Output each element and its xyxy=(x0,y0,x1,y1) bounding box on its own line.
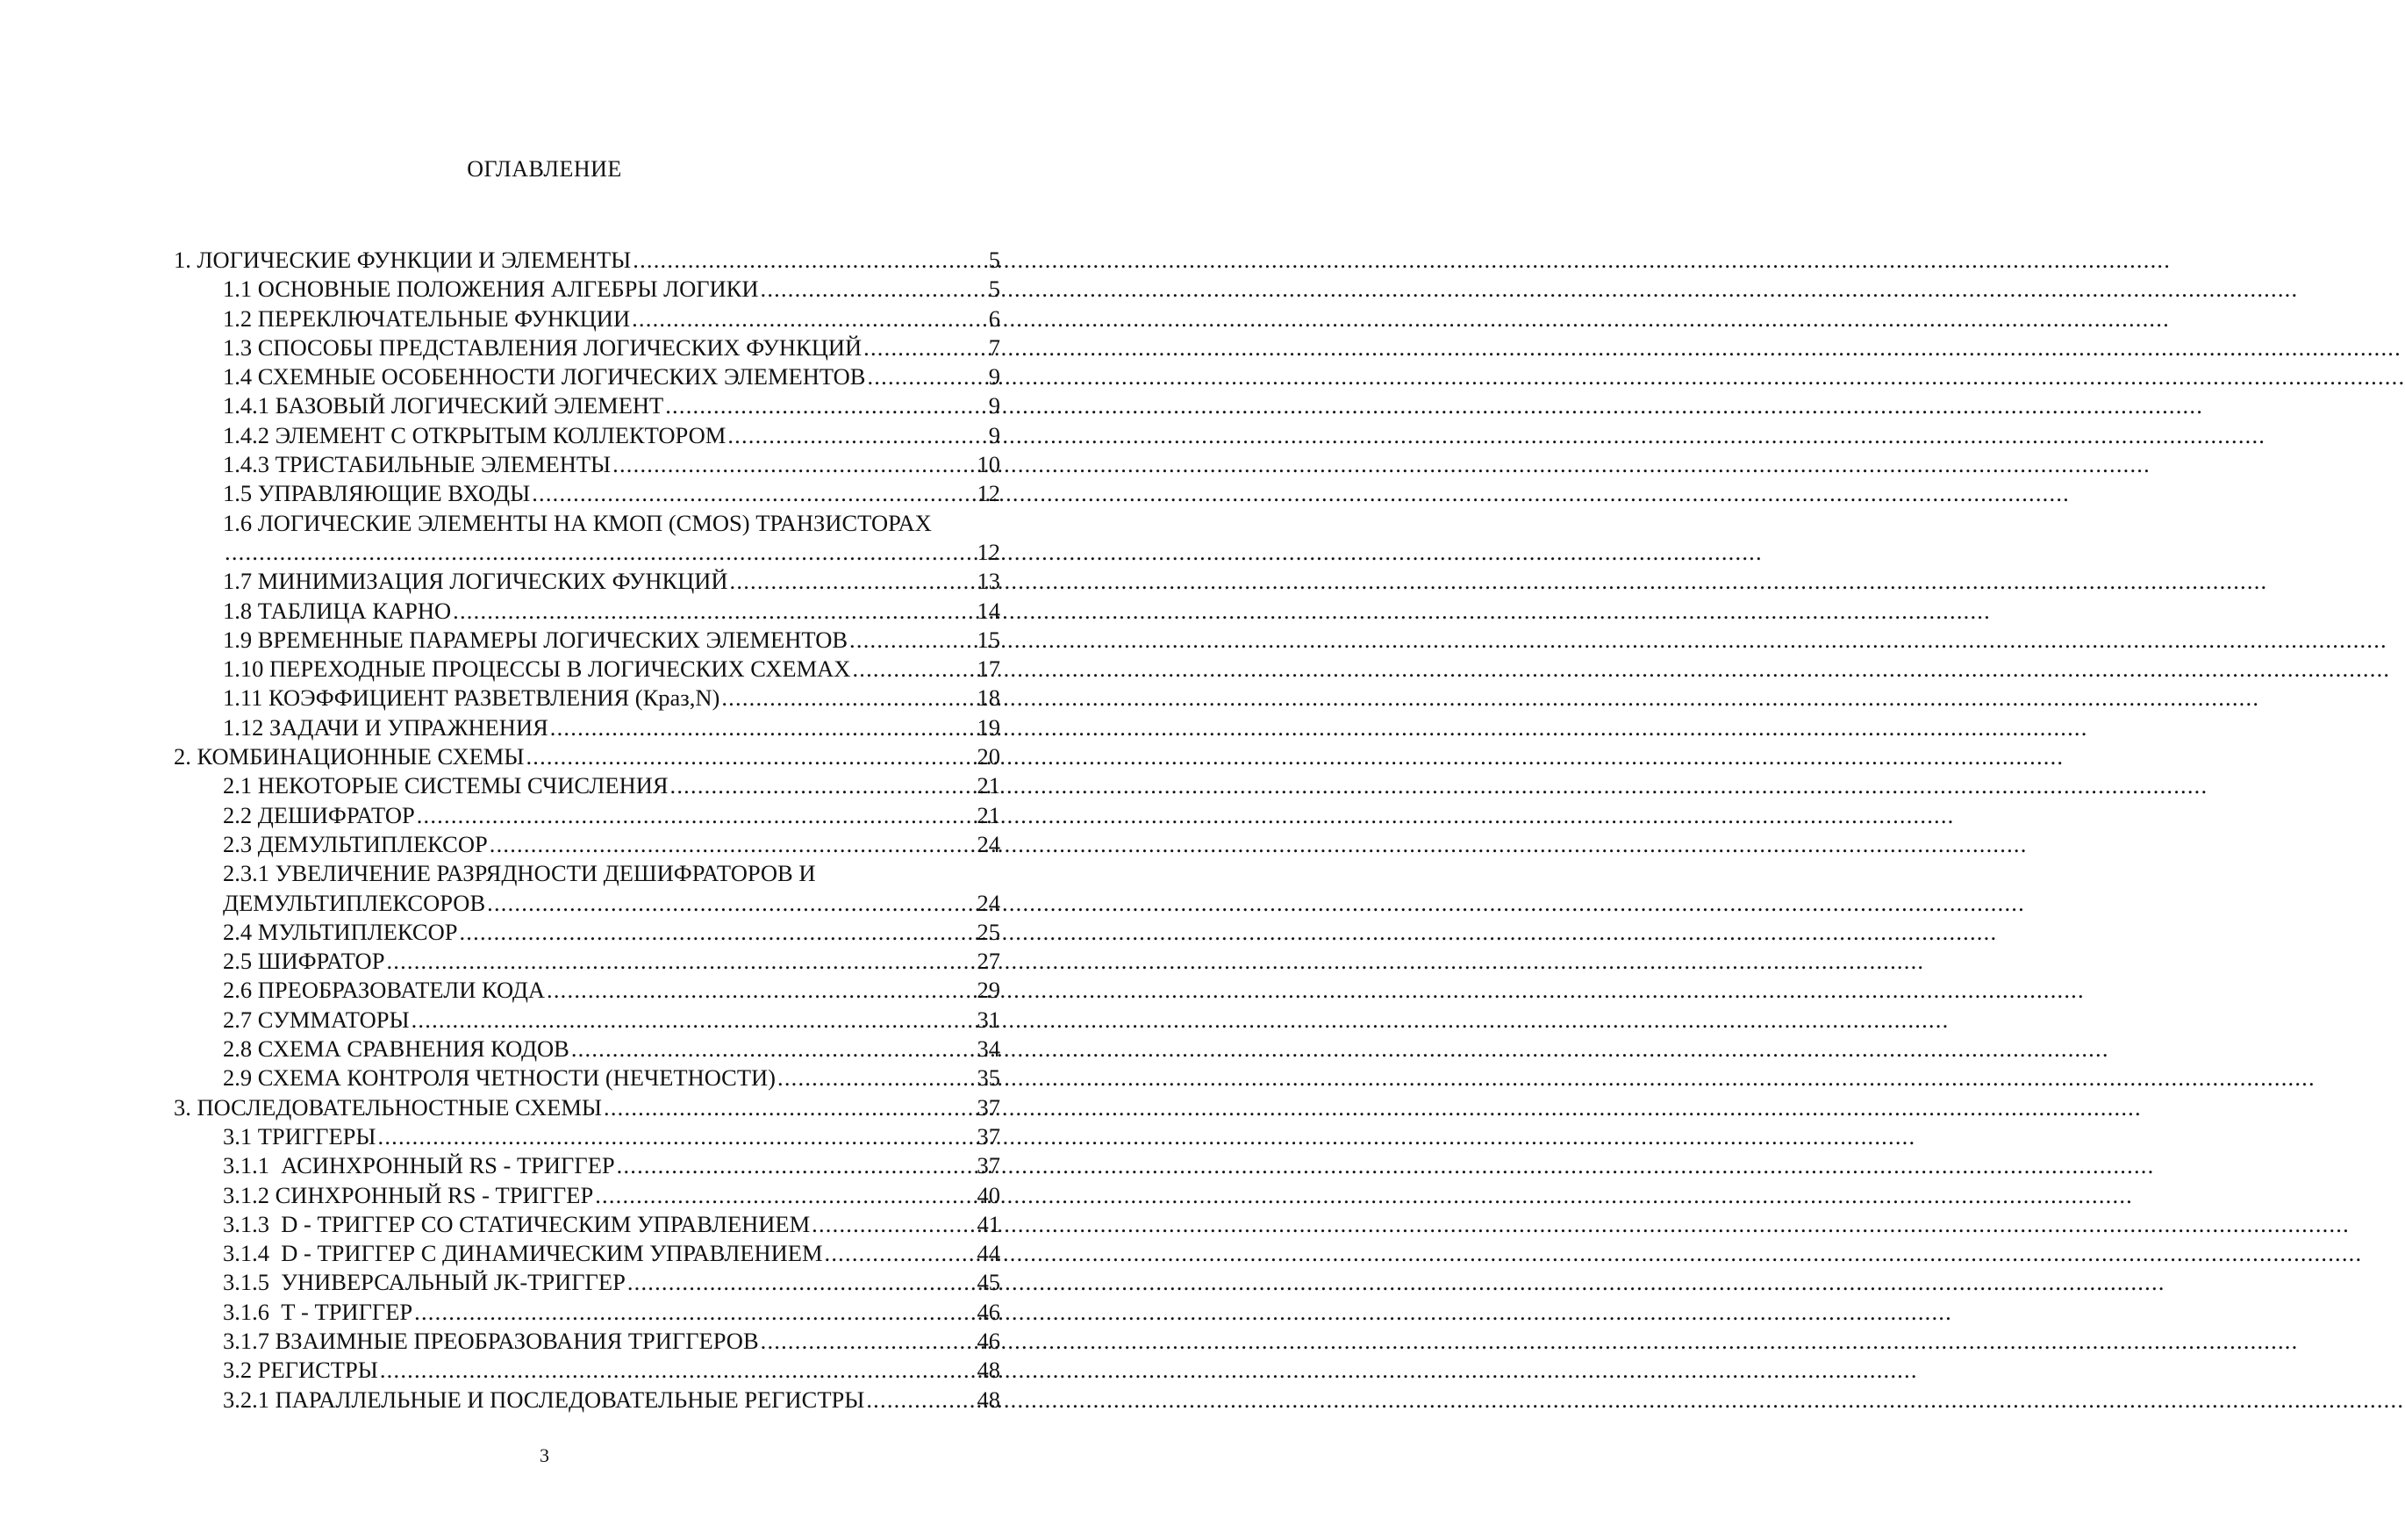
toc-leader-dots xyxy=(380,1356,976,1385)
toc-entry[interactable] xyxy=(174,1122,1000,1151)
toc-entry-title: 1.4.2 ЭЛЕМЕНТ С ОТКРЫТЫМ КОЛЛЕКТОРОМ xyxy=(223,421,727,448)
toc-entry[interactable] xyxy=(174,1298,1000,1327)
toc-entry-page: 44 xyxy=(977,1240,1000,1267)
toc-entry-title: 1.5 УПРАВЛЯЮЩИЕ ВХОДЫ xyxy=(223,480,531,507)
toc-entry[interactable] xyxy=(174,713,1000,742)
toc-entry-page: 48 xyxy=(977,1357,1000,1384)
toc-entry-page: 18 xyxy=(977,684,1000,712)
toc-entry-title: 3. ПОСЛЕДОВАТЕЛЬНОСТНЫЕ СХЕМЫ xyxy=(174,1093,603,1121)
page-number: 3 xyxy=(540,1444,549,1466)
toc-leader-dots xyxy=(632,304,987,333)
toc-entry-title: 3.1.2 СИНХРОННЫЙ RS - ТРИГГЕР xyxy=(223,1181,594,1208)
toc-entry[interactable] xyxy=(174,275,1000,304)
toc-entry-page: 13 xyxy=(977,568,1000,595)
toc-entry-page: 37 xyxy=(977,1122,1000,1150)
toc-entry[interactable] xyxy=(174,391,1000,420)
toc-entry[interactable] xyxy=(174,304,1000,333)
toc-entry-title: ДЕМУЛЬТИПЛЕКСОРОВ xyxy=(223,889,486,916)
toc-entry-title: 3.2.1 ПАРАЛЛЕЛЬНЫЕ И ПОСЛЕДОВАТЕЛЬНЫЕ РЕГИСТРЫ xyxy=(223,1386,865,1413)
toc-entry-page: 25 xyxy=(977,918,1000,945)
toc-leader-dots xyxy=(526,742,975,771)
table-of-contents xyxy=(174,246,1000,1415)
toc-entry-page: 17 xyxy=(977,655,1000,683)
toc-leader-dots xyxy=(417,801,976,830)
toc-entry-title: 1.8 ТАБЛИЦА КАРНО xyxy=(223,597,452,624)
toc-entry-title: 3.1.1 АСИНХРОННЫЙ RS - ТРИГГЕР xyxy=(223,1152,615,1179)
toc-leader-dots xyxy=(386,947,975,976)
toc-entry-continuation[interactable] xyxy=(174,538,1000,567)
toc-leader-dots xyxy=(825,1239,976,1268)
toc-entry-page: 21 xyxy=(977,772,1000,799)
toc-entry[interactable] xyxy=(174,859,1000,888)
toc-entry[interactable] xyxy=(174,1035,1000,1064)
toc-entry-title: 1.11 КОЭФФИЦИЕНТ РАЗВЕТВЛЕНИЯ (Кpаз,N) xyxy=(223,684,720,712)
toc-entry-page: 20 xyxy=(977,743,1000,770)
toc-entry-title: 1.6 ЛОГИЧЕСКИЕ ЭЛЕМЕНТЫ НА КМОП (CMOS) ТРАНЗИСТОРАХ xyxy=(223,509,932,536)
toc-entry[interactable] xyxy=(174,976,1000,1005)
toc-leader-dots xyxy=(604,1093,975,1122)
toc-entry[interactable] xyxy=(174,362,1000,391)
toc-entry-title: 1.2 ПЕРЕКЛЮЧАТЕЛЬНЫЕ ФУНКЦИИ xyxy=(223,304,631,332)
toc-entry-title: 2.4 МУЛЬТИПЛЕКСОР xyxy=(223,918,458,945)
toc-leader-dots xyxy=(866,1386,975,1415)
toc-entry-page: 21 xyxy=(977,801,1000,828)
toc-entry-title: 3.1.7 ВЗАИМНЫЕ ПРЕОБРАЗОВАНИЯ ТРИГГЕРОВ xyxy=(223,1327,759,1354)
toc-entry-page: 6 xyxy=(988,304,1000,332)
toc-leader-dots xyxy=(863,333,987,362)
toc-entry-page: 37 xyxy=(977,1152,1000,1179)
toc-entry-page: 24 xyxy=(977,830,1000,857)
toc-entry[interactable] xyxy=(174,1356,1000,1385)
toc-entry[interactable] xyxy=(174,246,1000,275)
toc-entry-title: 1.9 ВРЕМЕННЫЕ ПАРАМЕРЫ ЛОГИЧЕСКИХ ЭЛЕМЕНТОВ xyxy=(223,626,848,653)
toc-entry-page: 9 xyxy=(988,392,1000,419)
toc-leader-dots xyxy=(571,1035,976,1064)
toc-entry[interactable] xyxy=(174,1239,1000,1268)
toc-entry[interactable] xyxy=(174,684,1000,713)
toc-entry-title: 2.6 ПРЕОБРАЗОВАТЕЛИ КОДА xyxy=(223,977,546,1004)
toc-entry[interactable] xyxy=(174,947,1000,976)
toc-leader-dots xyxy=(627,1268,976,1297)
toc-entry-page: 40 xyxy=(977,1181,1000,1208)
toc-entry[interactable] xyxy=(174,333,1000,362)
toc-entry-title: 2.2 ДЕШИФРАТОР xyxy=(223,801,415,828)
toc-entry-page: 24 xyxy=(977,889,1000,916)
toc-entry-page: 31 xyxy=(977,1006,1000,1033)
toc-entry[interactable] xyxy=(174,1064,1000,1092)
toc-entry[interactable] xyxy=(174,421,1000,450)
toc-entry-title: 1.12 ЗАДАЧИ И УПРАЖНЕНИЯ xyxy=(223,713,548,741)
toc-leader-dots xyxy=(633,246,987,275)
toc-entry-page: 14 xyxy=(977,597,1000,624)
page-title: ОГЛАВЛЕНИЕ xyxy=(467,156,622,182)
toc-leader-dots xyxy=(730,567,976,596)
toc-entry-page: 7 xyxy=(988,333,1000,361)
toc-leader-dots xyxy=(547,976,975,1005)
toc-entry-title: 2. КОМБИНАЦИОННЫЕ СХЕМЫ xyxy=(174,743,525,770)
toc-entry-continuation[interactable] xyxy=(174,889,1000,918)
toc-entry-page: 46 xyxy=(977,1327,1000,1354)
toc-leader-dots xyxy=(550,713,976,742)
toc-leader-dots xyxy=(665,391,987,420)
toc-entry-page: 15 xyxy=(977,626,1000,653)
toc-entry-title: 3.1.4 D - ТРИГГЕР С ДИНАМИЧЕСКИМ УПРАВЛЕНИЕМ xyxy=(223,1240,823,1267)
toc-entry[interactable] xyxy=(174,1210,1000,1239)
toc-entry-title: 1.4.3 ТРИСТАБИЛЬНЫЕ ЭЛЕМЕНТЫ xyxy=(223,451,612,478)
toc-entry[interactable] xyxy=(174,742,1000,771)
toc-entry[interactable] xyxy=(174,771,1000,800)
toc-leader-dots xyxy=(761,1327,976,1356)
toc-entry-title: 2.8 СХЕМА СРАВНЕНИЯ КОДОВ xyxy=(223,1035,569,1063)
toc-entry-title: 3.2 РЕГИСТРЫ xyxy=(223,1357,378,1384)
toc-entry-title: 2.9 СХЕМА КОНТРОЛЯ ЧЕТНОСТИ (НЕЧЕТНОСТИ) xyxy=(223,1064,777,1092)
toc-leader-dots xyxy=(849,626,975,655)
toc-entry-title: 3.1.6 Т - ТРИГГЕР xyxy=(223,1298,413,1325)
toc-leader-dots xyxy=(378,1122,976,1151)
toc-entry-title: 2.1 НЕКОТОРЫЕ СИСТЕМЫ СЧИСЛЕНИЯ xyxy=(223,772,669,799)
toc-entry-title: 3.1 ТРИГГЕРЫ xyxy=(223,1122,376,1150)
toc-entry[interactable] xyxy=(174,1268,1000,1297)
toc-entry-page: 48 xyxy=(977,1386,1000,1413)
toc-entry[interactable] xyxy=(174,1327,1000,1356)
toc-leader-dots xyxy=(414,1298,975,1327)
toc-entry[interactable] xyxy=(174,830,1000,859)
toc-entry[interactable] xyxy=(174,1006,1000,1035)
toc-leader-dots xyxy=(532,479,975,508)
toc-entry-title: 2.5 ШИФРАТОР xyxy=(223,948,385,975)
toc-entry[interactable] xyxy=(174,1093,1000,1122)
toc-leader-dots xyxy=(595,1181,975,1210)
toc-entry-title: 1.7 МИНИМИЗАЦИЯ ЛОГИЧЕСКИХ ФУНКЦИЙ xyxy=(223,568,728,595)
toc-entry[interactable] xyxy=(174,567,1000,596)
toc-leader-dots xyxy=(225,538,976,567)
toc-leader-dots xyxy=(412,1006,976,1035)
toc-entry-page: 5 xyxy=(988,247,1000,273)
toc-entry-page: 45 xyxy=(977,1269,1000,1296)
toc-entry-page: 37 xyxy=(977,1093,1000,1121)
toc-entry-page: 34 xyxy=(977,1035,1000,1063)
toc-entry-title: 3.1.5 УНИВЕРСАЛЬНЫЙ JK-ТРИГГЕР xyxy=(223,1269,626,1296)
toc-entry-page: 46 xyxy=(977,1298,1000,1325)
toc-entry-title: 3.1.3 D - ТРИГГЕР СО СТАТИЧЕСКИМ УПРАВЛЕНИЕМ xyxy=(223,1210,811,1237)
toc-entry[interactable] xyxy=(174,1151,1000,1180)
toc-leader-dots xyxy=(777,1064,975,1092)
toc-leader-dots xyxy=(490,830,976,859)
toc-entry-page: 27 xyxy=(977,948,1000,975)
toc-entry[interactable] xyxy=(174,509,1000,538)
toc-entry-title: 1.10 ПЕРЕХОДНЫЕ ПРОЦЕССЫ В ЛОГИЧЕСКИХ СХЕМАХ xyxy=(223,655,851,683)
toc-entry-title: 2.7 СУММАТОРЫ xyxy=(223,1006,410,1033)
toc-leader-dots xyxy=(727,421,986,450)
toc-entry[interactable] xyxy=(174,801,1000,830)
toc-leader-dots xyxy=(852,655,975,684)
toc-entry-title: 1.3 СПОСОБЫ ПРЕДСТАВЛЕНИЯ ЛОГИЧЕСКИХ ФУНКЦИЙ xyxy=(223,333,863,361)
toc-entry-title: 1. ЛОГИЧЕСКИЕ ФУНКЦИИ И ЭЛЕМЕНТЫ xyxy=(174,247,632,273)
toc-entry-page: 12 xyxy=(977,538,1000,565)
toc-leader-dots xyxy=(761,275,987,304)
toc-leader-dots xyxy=(721,684,975,713)
toc-entry-page: 29 xyxy=(977,977,1000,1004)
toc-entry-title: 1.4.1 БАЗОВЫЙ ЛОГИЧЕСКИЙ ЭЛЕМЕНТ xyxy=(223,392,664,419)
toc-entry[interactable] xyxy=(174,1386,1000,1415)
toc-entry-page: 41 xyxy=(977,1210,1000,1237)
toc-leader-dots xyxy=(487,889,975,918)
toc-entry[interactable] xyxy=(174,626,1000,655)
toc-entry-page: 12 xyxy=(977,480,1000,507)
toc-entry[interactable] xyxy=(174,918,1000,947)
toc-leader-dots xyxy=(867,362,986,391)
toc-entry-page: 10 xyxy=(977,451,1000,478)
toc-entry[interactable] xyxy=(174,655,1000,684)
toc-entry-page: 35 xyxy=(977,1064,1000,1092)
toc-leader-dots xyxy=(612,450,975,479)
toc-entry[interactable] xyxy=(174,479,1000,508)
toc-entry-page: 9 xyxy=(988,363,1000,390)
toc-entry[interactable] xyxy=(174,1181,1000,1210)
toc-leader-dots xyxy=(617,1151,976,1180)
toc-entry-page: 19 xyxy=(977,713,1000,741)
toc-entry-title: 1.1 ОСНОВНЫЕ ПОЛОЖЕНИЯ АЛГЕБРЫ ЛОГИКИ xyxy=(223,276,759,303)
toc-entry-title: 2.3.1 УВЕЛИЧЕНИЕ РАЗРЯДНОСТИ ДЕШИФРАТОРОВ И xyxy=(223,860,816,887)
toc-entry[interactable] xyxy=(174,450,1000,479)
toc-leader-dots xyxy=(812,1210,975,1239)
toc-entry-page: 5 xyxy=(988,276,1000,303)
toc-leader-dots xyxy=(459,918,975,947)
toc-entry-title: 1.4 СХЕМНЫЕ ОСОБЕННОСТИ ЛОГИЧЕСКИХ ЭЛЕМЕНТОВ xyxy=(223,363,866,390)
toc-leader-dots xyxy=(670,771,976,800)
toc-leader-dots xyxy=(453,597,975,626)
toc-entry-page: 9 xyxy=(988,421,1000,448)
toc-entry[interactable] xyxy=(174,597,1000,626)
toc-entry-title: 2.3 ДЕМУЛЬТИПЛЕКСОР xyxy=(223,830,488,857)
